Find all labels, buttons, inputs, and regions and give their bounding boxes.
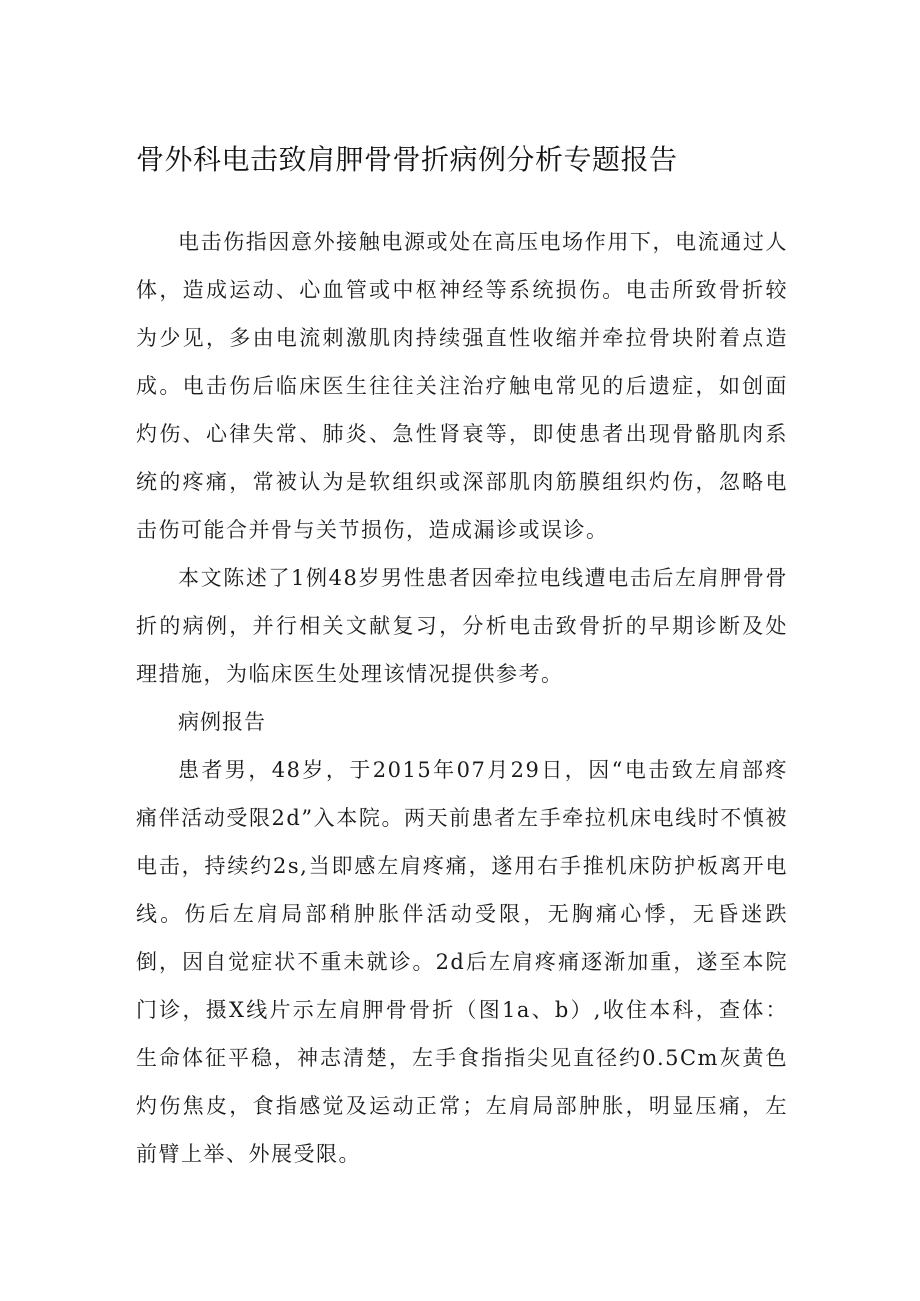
document-title: 骨外科电击致肩胛骨骨折病例分析专题报告 xyxy=(136,143,678,176)
intro-paragraph: 电击伤指因意外接触电源或处在高压电场作用下，电流通过人体，造成运动、心血管或中枢神经等系统损伤。电击所致骨折较为少见，多由电流刺激肌肉持续强直性收缩并牵拉骨块附着点造成。电击伤后临床医生往往关注治疗触电常见的后遗症，如创面灼伤、心律失常、肺炎、急性肾衰等，即使患者出现骨骼肌肉系统的疼痛，常被认为是软组织或深部肌肉筋膜组织灼伤，忽略电击伤可能合并骨与关节损伤，造成漏诊或误诊。 xyxy=(136,230,788,542)
document-body xyxy=(136,218,788,1178)
section-heading: 病例报告 xyxy=(178,710,266,734)
case-paragraph: 患者男，48岁，于2015年07月29日，因“电击致左肩部疼痛伴活动受限2d”入本院。两天前患者左手牵拉机床电线时不慎被电击，持续约2s,当即感左肩疼痛，遂用右手推机床防护板离开电线。伤后左肩局部稍肿胀伴活动受限，无胸痛心悸，无昏迷跌倒，因自觉症状不重未就诊。2d后左肩疼痛逐渐加重，遂至本院门诊，摄X线片示左肩胛骨骨折（图1a、b）,收住本科，查体：生命体征平稳，神志清楚，左手食指指尖见直径约0.5Cm灰黄色灼伤焦皮，食指感觉及运动正常；左肩局部肿胀，明显压痛，左前臂上举、外展受限。 xyxy=(136,758,788,1166)
purpose-paragraph: 本文陈述了1例48岁男性患者因牵拉电线遭电击后左肩胛骨骨折的病例，并行相关文献复习，分析电击致骨折的早期诊断及处理措施，为临床医生处理该情况提供参考。 xyxy=(136,566,788,686)
